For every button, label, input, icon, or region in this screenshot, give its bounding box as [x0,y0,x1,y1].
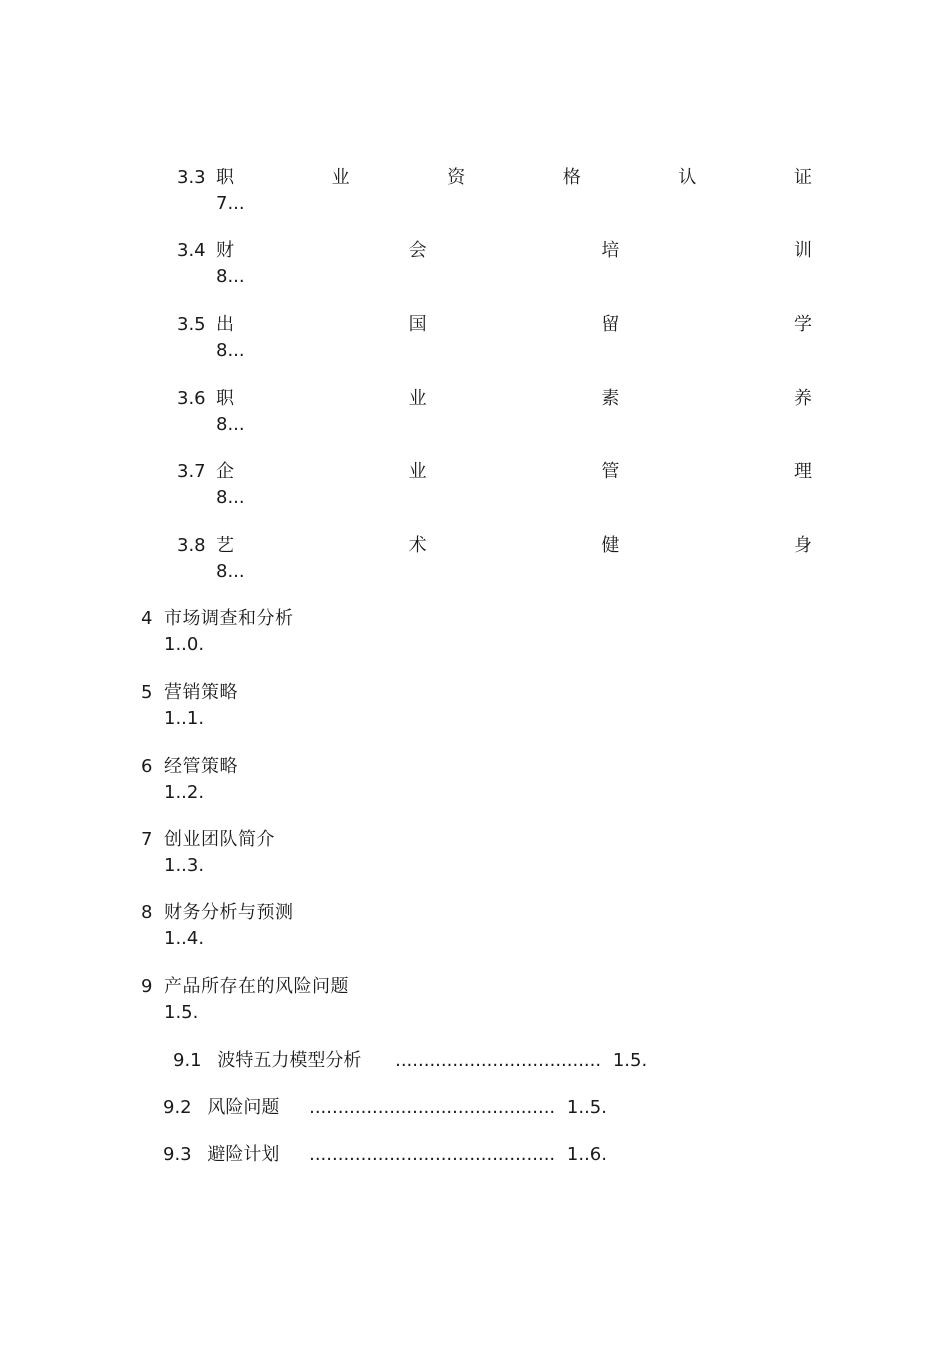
toc-entry-title: 营销策略 [164,682,238,703]
toc-entry-5[interactable] [0,681,950,731]
toc-entry-page: 1..0. [164,634,205,655]
toc-entry-page: 1..4. [164,928,205,949]
title-char: 培 [601,240,620,261]
toc-entry-9-2[interactable] [163,1096,607,1122]
toc-entry-8[interactable] [0,901,950,951]
title-char: 训 [793,240,812,261]
title-char: 业 [408,461,427,482]
title-char: 国 [408,314,427,335]
toc-entry-page: 1..5. [566,1097,607,1118]
toc-entry-title: 经管策略 [164,756,238,777]
title-char: 企 [216,461,234,482]
toc-entry-9-1[interactable] [173,1049,647,1075]
toc-entry-number: 9 [141,976,153,997]
toc-entry-3-8[interactable] [0,534,950,584]
title-char: 理 [793,461,812,482]
toc-entry-3-7[interactable] [0,460,950,510]
title-char: 会 [408,240,427,261]
title-char: 留 [601,314,620,335]
toc-entry-number: 3.3 [177,167,206,188]
toc-entry-number: 7 [141,829,153,850]
title-char: 职 [216,388,234,409]
toc-entry-number: 3.6 [177,388,206,409]
toc-entry-number: 9.2 [163,1097,192,1118]
title-char: 资 [447,167,466,188]
toc-entry-page: 8... [216,266,245,287]
toc-entry-number: 6 [141,756,153,777]
title-char: 管 [601,461,620,482]
toc-entry-9-3[interactable] [163,1143,607,1169]
dot-leader: .................................... [395,1050,602,1071]
title-char: 认 [678,167,697,188]
toc-entry-page: 8... [216,340,245,361]
title-char: 业 [408,388,427,409]
title-char: 学 [793,314,812,335]
toc-entry-number: 9.1 [173,1050,202,1071]
title-char: 术 [408,535,427,556]
toc-entry-title [216,313,812,337]
title-char: 身 [793,535,812,556]
toc-entry-number: 5 [141,682,153,703]
toc-entry-title [216,387,812,411]
toc-entry-title: 避险计划 [207,1144,280,1165]
toc-entry-page: 1..1. [164,708,205,729]
title-char: 业 [331,167,350,188]
toc-entry-title [216,460,812,484]
toc-entry-page: 8... [216,414,245,435]
toc-entry-6[interactable] [0,755,950,805]
title-char: 健 [601,535,620,556]
toc-entry-title [216,166,812,190]
title-char: 职 [216,167,234,188]
toc-entry-number: 3.7 [177,461,206,482]
toc-entry-3-5[interactable] [0,313,950,363]
toc-entry-page: 1.5. [164,1002,199,1023]
toc-entry-page: 1..3. [164,855,205,876]
toc-entry-3-4[interactable] [0,239,950,289]
toc-entry-number: 3.8 [177,535,206,556]
toc-entry-title [216,239,812,263]
toc-entry-page: 1.5. [612,1050,648,1071]
toc-entry-9[interactable] [0,975,950,1025]
toc-entry-number: 3.4 [177,240,206,261]
title-char: 出 [216,314,234,335]
toc-entry-3-3[interactable] [0,166,950,216]
title-char: 素 [601,388,620,409]
toc-entry-number: 4 [141,608,153,629]
toc-entry-number: 8 [141,902,153,923]
toc-entry-number: 3.5 [177,314,206,335]
toc-entry-page: 1..6. [566,1144,607,1165]
toc-entry-page: 8... [216,487,245,508]
toc-entry-title: 波特五力模型分析 [217,1050,362,1071]
dot-leader: ........................................... [309,1144,556,1165]
toc-entry-7[interactable] [0,828,950,878]
toc-entry-title: 市场调查和分析 [164,608,294,629]
toc-entry-page: 8... [216,561,245,582]
title-char: 证 [793,167,812,188]
toc-entry-title: 财务分析与预测 [164,902,294,923]
toc-entry-page: 7... [216,193,245,214]
toc-entry-title [216,534,812,558]
title-char: 格 [562,167,581,188]
dot-leader: ........................................... [309,1097,556,1118]
toc-entry-title: 创业团队简介 [164,829,275,850]
title-char: 艺 [216,535,234,556]
toc-entry-4[interactable] [0,607,950,657]
toc-entry-page: 1..2. [164,782,205,803]
toc-entry-title: 产品所存在的风险问题 [164,976,349,997]
toc-entry-number: 9.3 [163,1144,192,1165]
title-char: 养 [793,388,812,409]
toc-entry-3-6[interactable] [0,387,950,437]
toc-entry-title: 风险问题 [207,1097,280,1118]
title-char: 财 [216,240,234,261]
